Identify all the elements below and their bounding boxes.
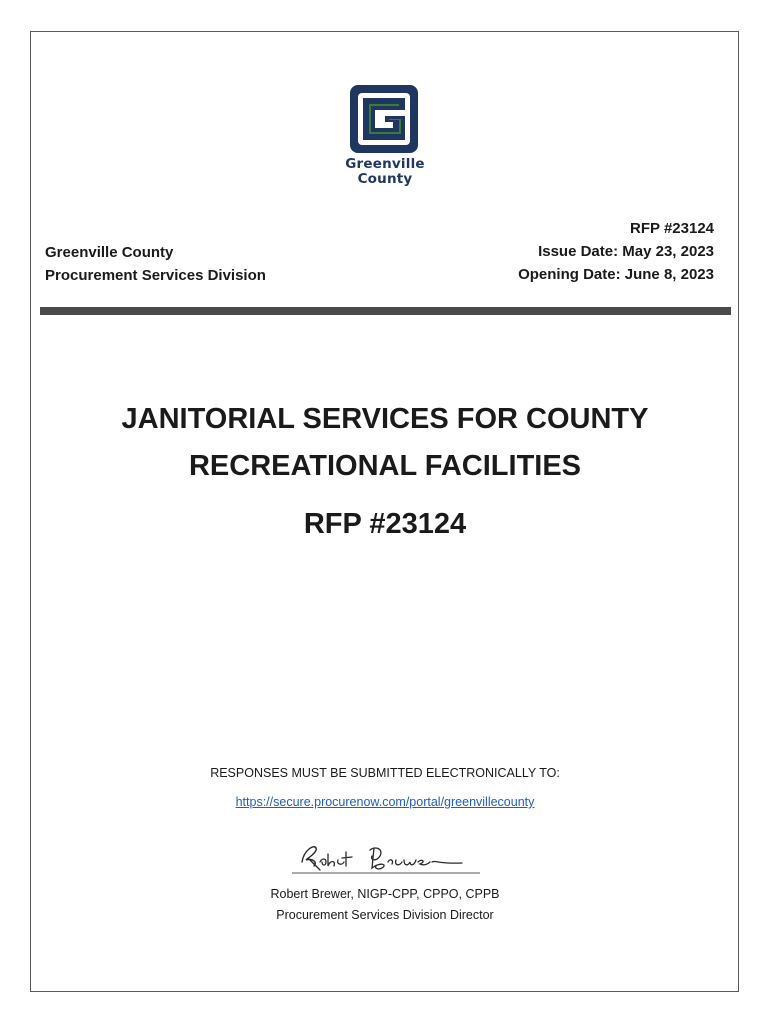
logo-name-line1: Greenville bbox=[345, 156, 425, 172]
logo-name-line2: County bbox=[357, 171, 413, 187]
signature-image bbox=[288, 836, 484, 878]
county-logo-icon bbox=[349, 84, 419, 154]
rfp-number: RFP #23124 bbox=[630, 220, 714, 237]
header-rfp-block bbox=[518, 217, 714, 286]
submission-link-row bbox=[0, 793, 770, 811]
signatory-name: Robert Brewer, NIGP-CPP, CPPO, CPPB bbox=[270, 887, 500, 901]
issue-date: Issue Date: May 23, 2023 bbox=[538, 243, 714, 260]
greenville-county-logo bbox=[336, 84, 434, 194]
signatory-block bbox=[0, 884, 770, 926]
submission-portal-link[interactable]: https://secure.procurenow.com/portal/greenvillecounty bbox=[235, 795, 535, 809]
logo-wordmark bbox=[336, 157, 434, 187]
document-rfp-number: RFP #23124 bbox=[303, 508, 467, 540]
header-organization-block bbox=[45, 241, 266, 287]
title-line1: JANITORIAL SERVICES FOR COUNTY bbox=[121, 403, 649, 435]
document-title bbox=[0, 396, 770, 490]
organization-name: Greenville County bbox=[45, 244, 174, 261]
submission-note: RESPONSES MUST BE SUBMITTED ELECTRONICALLY TO: bbox=[210, 766, 560, 780]
division-name: Procurement Services Division bbox=[45, 267, 266, 284]
title-line2: RECREATIONAL FACILITIES bbox=[188, 450, 582, 482]
opening-date: Opening Date: June 8, 2023 bbox=[518, 266, 714, 283]
signatory-title: Procurement Services Division Director bbox=[276, 908, 494, 922]
header-divider bbox=[40, 307, 731, 315]
